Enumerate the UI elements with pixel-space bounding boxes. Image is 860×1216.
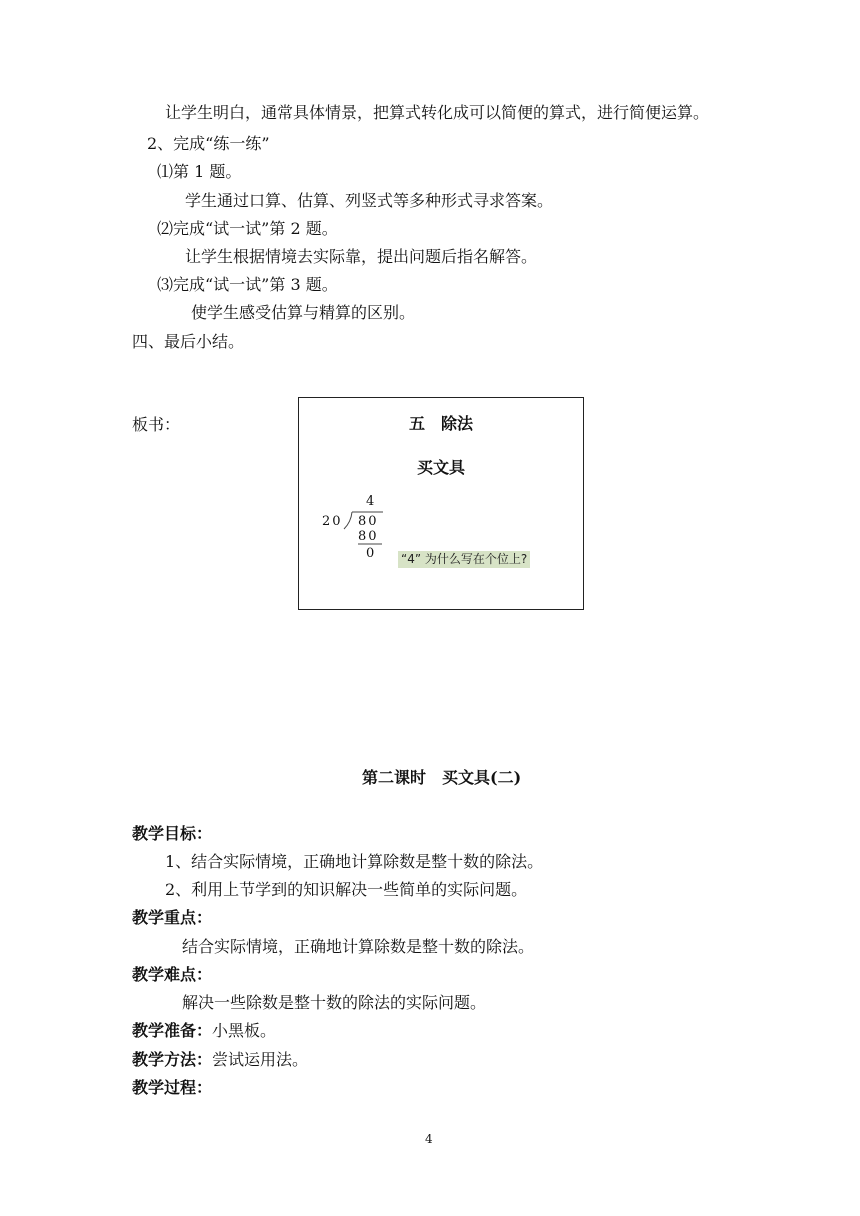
sub-item: ⑶完成“试一试”第 3 题。 — [157, 275, 338, 294]
sub-item: ⑴第 1 题。 — [157, 162, 242, 181]
difficulty-label: 教学难点： — [132, 965, 213, 984]
remainder: 0 — [366, 546, 377, 561]
goal-item: 2、利用上节学到的知识解决一些简单的实际问题。 — [165, 880, 528, 899]
division-bracket — [344, 512, 352, 529]
prep-label: 教学准备： — [132, 1021, 213, 1040]
section-heading: 四、最后小结。 — [132, 332, 245, 351]
method-row — [132, 1050, 308, 1070]
method-label: 教学方法： — [132, 1050, 213, 1069]
goal-item: 1、结合实际情境，正确地计算除数是整十数的除法。 — [165, 852, 544, 871]
board-subtitle: 买文具 — [416, 458, 465, 477]
difficulty-text: 解决一些除数是整十数的除法的实际问题。 — [182, 993, 487, 1012]
dividend: 80 — [358, 514, 379, 529]
prep-row — [132, 1021, 276, 1041]
paragraph-line: 使学生感受估算与精算的区别。 — [191, 303, 416, 322]
paragraph-line: 学生通过口算、估算、列竖式等多种形式寻求答案。 — [185, 191, 554, 210]
board-question-note: “4” 为什么写在个位上? — [398, 551, 530, 568]
divisor: 20 — [322, 514, 343, 529]
product: 80 — [358, 529, 379, 544]
goal-label: 教学目标： — [132, 824, 213, 843]
paragraph-line: 让学生根据情境去实际靠，提出问题后指名解答。 — [185, 247, 538, 266]
key-point-label: 教学重点： — [132, 908, 213, 927]
process-label: 教学过程： — [132, 1078, 213, 1097]
key-point-text: 结合实际情境，正确地计算除数是整十数的除法。 — [182, 937, 535, 956]
lesson-heading: 第二课时 买文具(二) — [362, 768, 522, 787]
item-heading: 2、完成“练一练” — [147, 134, 270, 153]
method-text: 尝试运用法。 — [212, 1050, 309, 1069]
page-number: 4 — [425, 1132, 433, 1146]
sub-item: ⑵完成“试一试”第 2 题。 — [157, 219, 338, 238]
quotient: 4 — [366, 494, 377, 509]
paragraph-line: 让学生明白，通常具体情景，把算式转化成可以简便的算式，进行简便运算。 — [165, 103, 710, 122]
blackboard-frame — [298, 397, 584, 610]
long-division-diagram — [299, 398, 585, 611]
board-title: 五 除法 — [408, 414, 473, 433]
board-label: 板书： — [132, 415, 181, 434]
prep-text: 小黑板。 — [212, 1021, 277, 1040]
